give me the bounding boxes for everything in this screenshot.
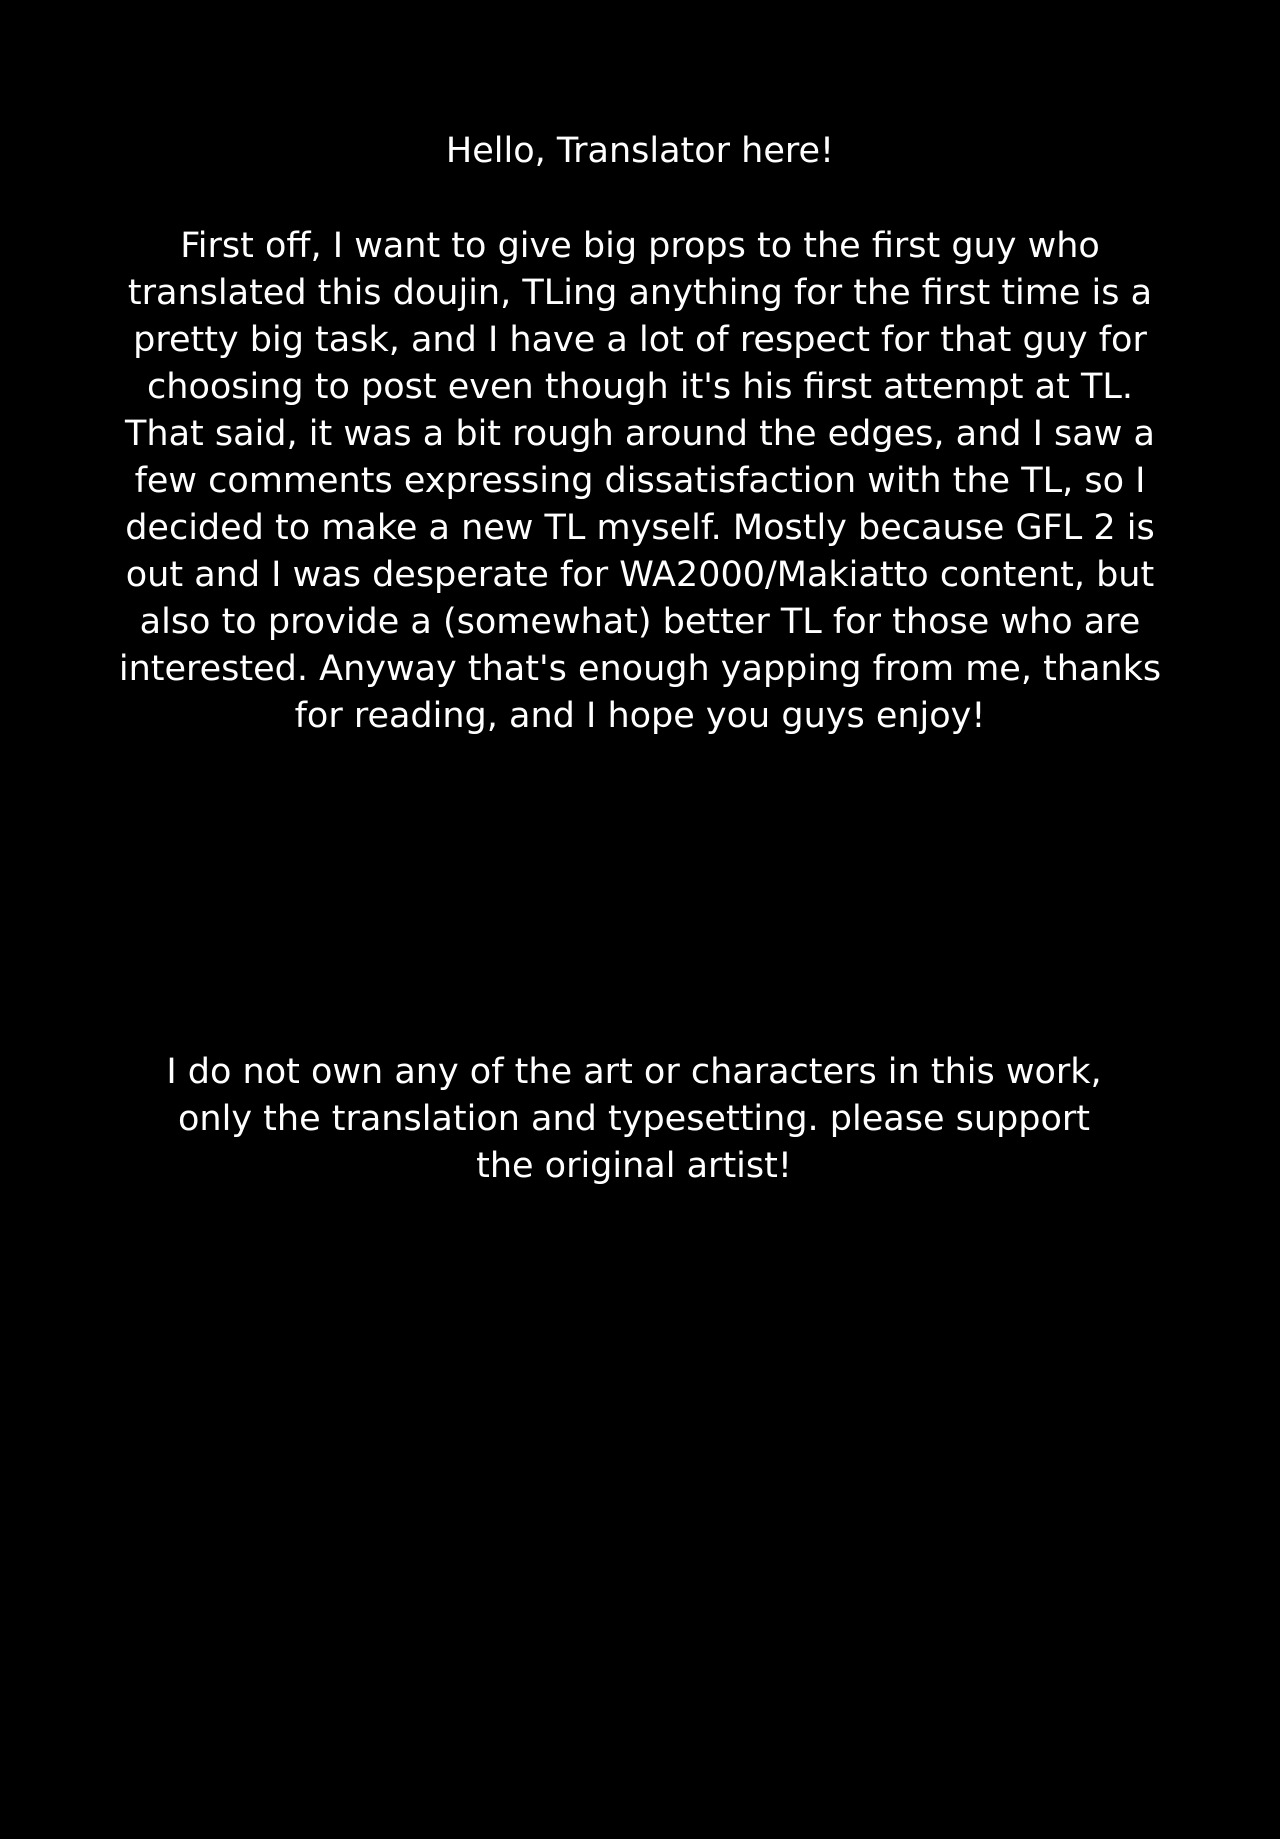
intro-line: First off, I want to give big props to the first guy who bbox=[180, 226, 1100, 266]
intro-line: translated this doujin, TLing anything for the first time is a bbox=[127, 273, 1153, 313]
intro-line: also to provide a (somewhat) better TL for those who are bbox=[139, 602, 1141, 642]
intro-line: out and I was desperate for WA2000/Makiatto content, but bbox=[125, 555, 1155, 595]
translator-intro-paragraph bbox=[118, 223, 1162, 740]
disclaimer-line: the original artist! bbox=[476, 1146, 792, 1186]
intro-line: choosing to post even though it's his first attempt at TL. bbox=[147, 367, 1133, 407]
disclaimer-line: I do not own any of the art or characters in this work, bbox=[166, 1052, 1102, 1092]
disclaimer-line: only the translation and typesetting. please support bbox=[178, 1099, 1090, 1139]
greeting-heading bbox=[0, 128, 1280, 175]
ownership-disclaimer bbox=[150, 1049, 1118, 1190]
intro-line: pretty big task, and I have a lot of respect for that guy for bbox=[133, 320, 1147, 360]
intro-line: interested. Anyway that's enough yapping from me, thanks bbox=[118, 649, 1162, 689]
greeting-text: Hello, Translator here! bbox=[445, 131, 835, 171]
intro-line: few comments expressing dissatisfaction with the TL, so I bbox=[134, 461, 1146, 501]
intro-line: That said, it was a bit rough around the edges, and I saw a bbox=[125, 414, 1155, 454]
intro-line: for reading, and I hope you guys enjoy! bbox=[294, 696, 986, 736]
intro-line: decided to make a new TL myself. Mostly because GFL 2 is bbox=[125, 508, 1155, 548]
